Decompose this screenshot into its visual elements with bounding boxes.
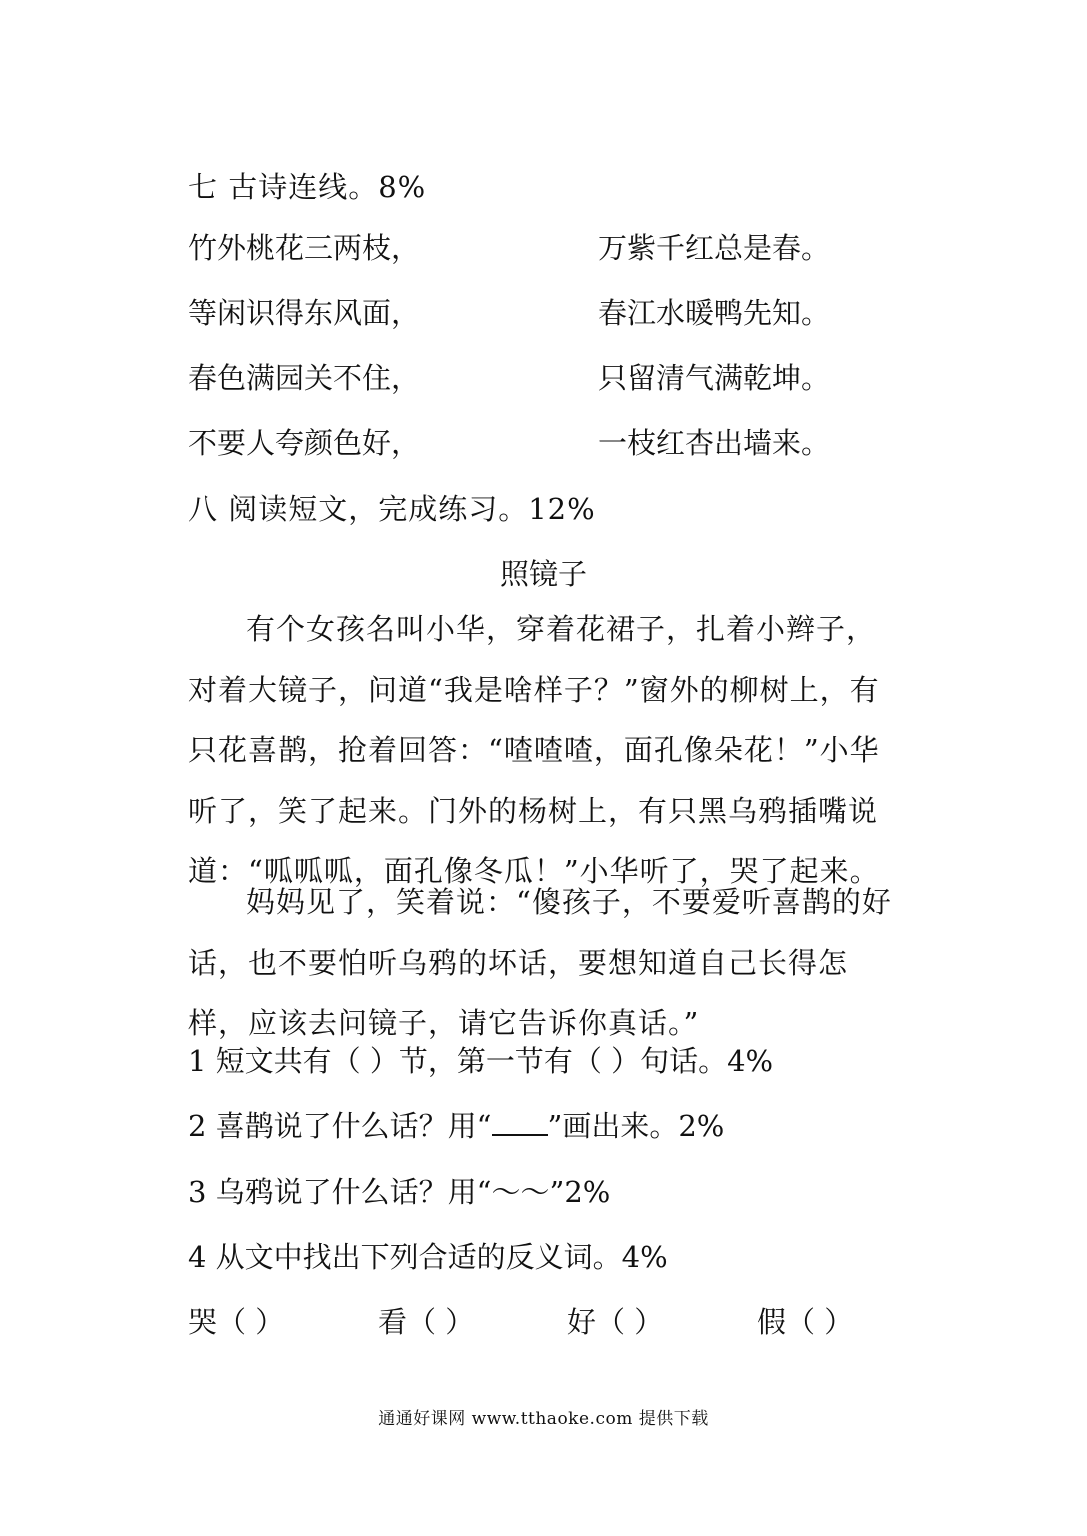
story-title: 照镜子	[499, 557, 587, 591]
antonym-blank[interactable]: 假（ ）	[757, 1305, 854, 1339]
section7-heading: 七 古诗连线。8%	[188, 170, 427, 204]
poem-line-right: 万紫千红总是春。	[598, 231, 831, 265]
question-2-text-end: ”画出来。2%	[547, 1109, 725, 1143]
poem-line-left: 春色满园关不住，	[188, 361, 421, 395]
question-1: 1 短文共有（ ）节，第一节有（ ）句话。4%	[188, 1044, 774, 1078]
question-3: 3 乌鸦说了什么话？用“～～”2%	[188, 1175, 611, 1209]
poem-line-right: 春江水暖鸭先知。	[598, 296, 831, 330]
page-footer: 通通好课网 www.tthaoke.com 提供下载	[378, 1409, 709, 1429]
poem-line-left: 等闲识得东风面，	[188, 296, 421, 330]
antonym-blank[interactable]: 好（ ）	[567, 1305, 664, 1339]
question-2-text: 2 喜鹊说了什么话？用“	[188, 1109, 492, 1143]
question-4: 4 从文中找出下列合适的反义词。4%	[188, 1240, 668, 1274]
poem-line-left: 不要人夸颜色好，	[188, 426, 421, 460]
poem-line-right: 一枝红杏出墙来。	[598, 426, 831, 460]
section8-heading: 八 阅读短文，完成练习。12%	[188, 492, 596, 526]
poem-line-left: 竹外桃花三两枝，	[188, 231, 421, 265]
poem-line-right: 只留清气满乾坤。	[598, 361, 831, 395]
story-paragraph: 妈妈见了，笑着说：“傻孩子，不要爱听喜鹊的好话，也不要怕听乌鸦的坏话，要想知道自己长得怎样，应该去问镜子，请它告诉你真话。”	[188, 885, 892, 1040]
antonym-blank[interactable]: 看（ ）	[378, 1305, 475, 1339]
story-paragraph: 有个女孩名叫小华，穿着花裙子，扎着小辫子，对着大镜子，问道“我是啥样子？”窗外的柳树上，有只花喜鹊，抢着回答：“喳喳喳，面孔像朵花！”小华听了，笑了起来。门外的杨树上，有只黑乌鸦插嘴说道：“呱呱呱，面孔像冬瓜！”小华听了，哭了起来。	[188, 612, 880, 888]
question-2	[188, 1109, 725, 1143]
underline-sample	[492, 1112, 548, 1136]
antonym-blank[interactable]: 哭（ ）	[188, 1305, 285, 1339]
